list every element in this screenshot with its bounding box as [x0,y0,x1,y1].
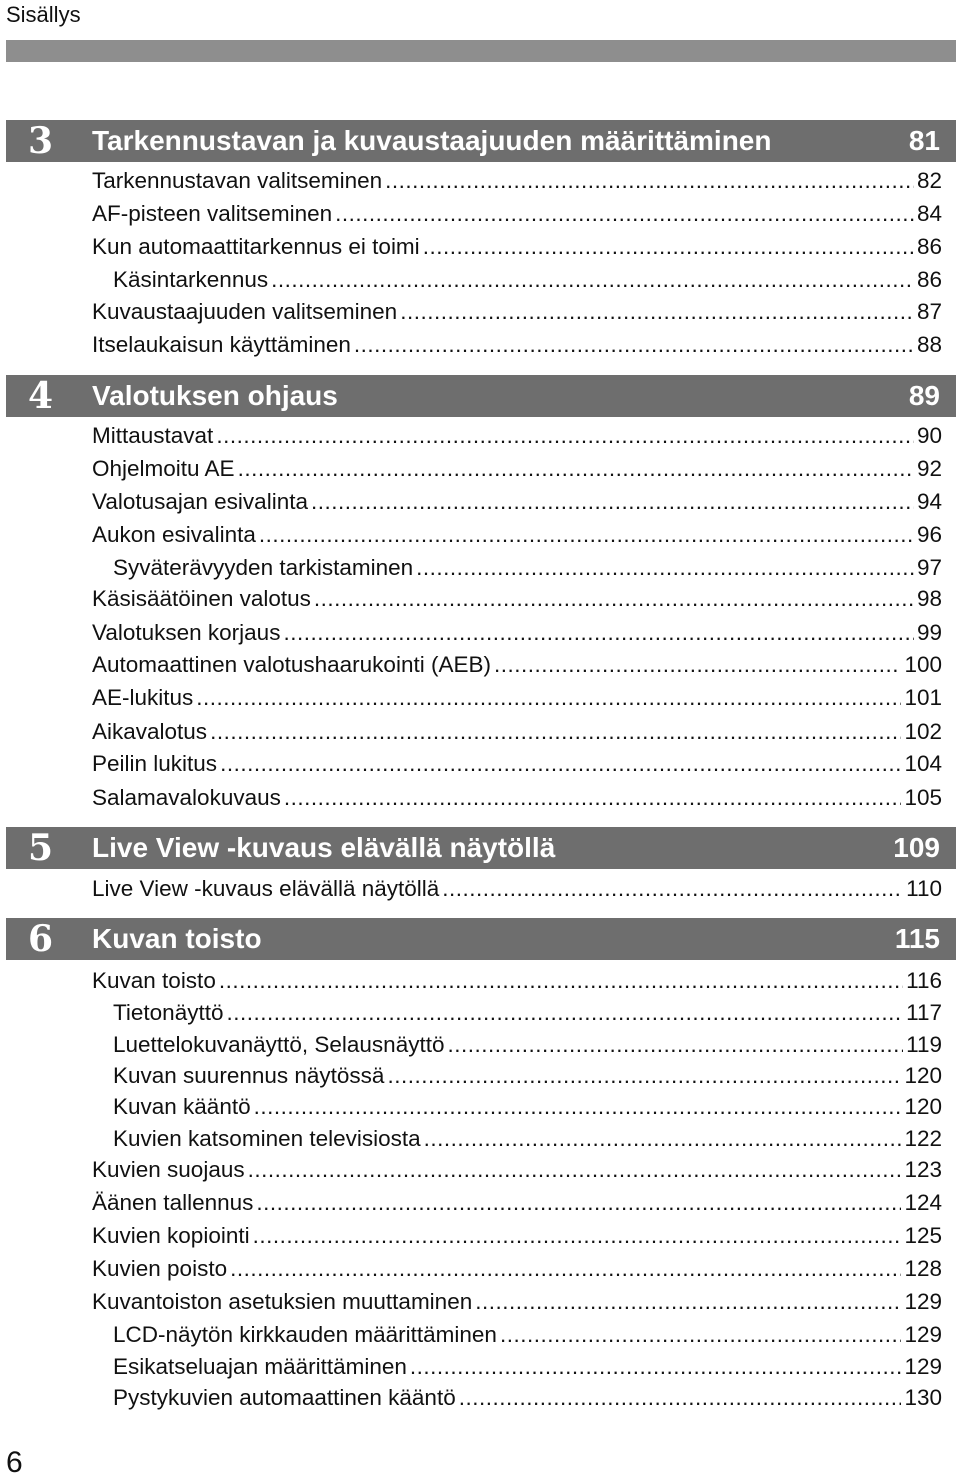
dot-leader [210,715,901,748]
toc-entry[interactable] [92,485,942,518]
toc-subentry[interactable] [113,1350,942,1383]
toc-entry-page: 116 [906,968,942,993]
dot-leader [416,551,914,584]
toc-entry[interactable] [92,1285,942,1318]
toc-entry[interactable] [92,964,942,997]
toc-entry-title: Kuvan toisto [92,968,216,993]
dot-leader [475,1285,901,1318]
toc-entry-page: 125 [904,1223,942,1248]
toc-entry-page: 129 [904,1289,942,1314]
toc-entry-page: 124 [904,1190,942,1215]
dot-leader [400,295,914,328]
dot-leader [410,1350,902,1383]
toc-entry[interactable] [92,295,942,328]
toc-entry-title: Kuvien poisto [92,1256,228,1281]
dot-leader [219,964,903,997]
toc-entry-page: 96 [916,522,942,547]
toc-entry-title: Automaattinen valotushaarukointi (AEB) [92,652,491,677]
toc-entry[interactable] [92,164,942,197]
dot-leader [387,1059,901,1092]
toc-subentry[interactable] [113,1122,942,1155]
dot-leader [226,996,903,1029]
toc-entry[interactable] [92,518,942,551]
toc-entry-page: 88 [916,332,942,357]
toc-entry[interactable] [92,582,942,615]
toc-entry-page: 119 [906,1032,942,1057]
toc-entry-page: 101 [904,685,942,710]
toc-entry[interactable] [92,419,942,452]
toc-entry-title: Syväterävyyden tarkistaminen [113,555,414,580]
chapter-title: Live View -kuvaus elävällä näytöllä [92,832,556,863]
toc-entry-page: 98 [916,586,942,611]
chapter-header-3[interactable] [6,120,956,162]
toc-entry-page: 128 [904,1256,942,1281]
toc-entry-title: Ohjelmoitu AE [92,456,235,481]
toc-entry-title: Tarkennustavan valitseminen [92,168,383,193]
chapter-number: 5 [28,827,54,869]
toc-entry-page: 92 [916,456,942,481]
toc-entry-page: 94 [916,489,942,514]
dot-leader [256,1186,901,1219]
toc-entry[interactable] [92,197,942,230]
toc-entry-title: Aukon esivalinta [92,522,256,547]
page-number: 6 [6,1446,23,1479]
toc-entry-title: Peilin lukitus [92,751,218,776]
dot-leader [196,681,901,714]
toc-entry[interactable] [92,1219,942,1252]
chapter-page: 89 [908,380,940,411]
toc-entry-page: 129 [904,1322,942,1347]
toc-entry-title: Itselaukaisun käyttäminen [92,332,351,357]
chapter-title: Kuvan toisto [92,923,262,954]
toc-entry-title: Valotuksen korjaus [92,620,281,645]
toc-entry-title: Pystykuvien automaattinen kääntö [113,1385,456,1410]
dot-leader [230,1252,901,1285]
toc-entry-title: Kuvantoiston asetuksien muuttaminen [92,1289,473,1314]
toc-entry-page: 90 [916,423,942,448]
toc-entry-page: 117 [906,1000,942,1025]
toc-entry[interactable] [92,328,942,361]
chapter-page: 115 [894,923,940,954]
toc-entry[interactable] [92,1186,942,1219]
toc-entry-title: Mittaustavat [92,423,214,448]
page-header-title: Sisällys [6,2,81,27]
toc-entry-title: Käsisäätöinen valotus [92,586,311,611]
chapter-number: 3 [28,120,54,162]
toc-entry-title: Live View -kuvaus elävällä näytöllä [92,876,440,901]
toc-subentry[interactable] [113,1059,942,1092]
dot-leader [500,1318,902,1351]
dot-leader [459,1381,902,1414]
toc-entry[interactable] [92,452,942,485]
toc-entry[interactable] [92,648,942,681]
chapter-header-6[interactable] [6,918,956,960]
toc-entry-title: Tietonäyttö [113,1000,224,1025]
toc-entry-page: 82 [916,168,942,193]
toc-entry-title: Kuvien suojaus [92,1157,245,1182]
toc-entry-title: Kun automaattitarkennus ei toimi [92,234,420,259]
dot-leader [447,1028,903,1061]
dot-leader [220,747,901,780]
dot-leader [314,582,914,615]
toc-entry-title: Esikatseluajan määrittäminen [113,1354,407,1379]
toc-entry[interactable] [92,681,942,714]
toc-entry-title: Kuvan suurennus näytössä [113,1063,385,1088]
toc-entry-page: 99 [916,620,942,645]
toc-entry-page: 84 [916,201,942,226]
chapter-header-4[interactable] [6,375,956,417]
toc-entry-title: Salamavalokuvaus [92,785,281,810]
toc-entry[interactable] [92,230,942,263]
toc-entry-page: 130 [904,1385,942,1410]
dot-leader [259,518,914,551]
dot-leader [271,263,914,296]
toc-entry-page: 129 [904,1354,942,1379]
dot-leader [254,1090,902,1123]
toc-entry-page: 120 [904,1094,942,1119]
toc-entry-page: 87 [916,299,942,324]
toc-entry-page: 105 [904,785,942,810]
toc-entry-page: 104 [904,751,942,776]
dot-leader [423,230,914,263]
chapter-page: 81 [908,125,940,156]
chapter-title: Valotuksen ohjaus [92,380,338,411]
toc-subentry[interactable] [113,996,942,1029]
dot-leader [248,1153,902,1186]
toc-entry[interactable] [92,616,942,649]
toc-subentry[interactable] [113,1090,942,1123]
toc-subentry[interactable] [113,263,942,296]
toc-entry-page: 123 [904,1157,942,1182]
toc-entry[interactable] [92,872,942,905]
toc-entry[interactable] [92,747,942,780]
toc-entry-title: Äänen tallennus [92,1190,254,1215]
toc-entry-page: 100 [904,652,942,677]
chapter-number: 6 [28,918,54,960]
dot-leader [283,616,914,649]
toc-entry-page: 86 [916,267,942,292]
dot-leader [253,1219,902,1252]
toc-entry[interactable] [92,1153,942,1186]
dot-leader [354,328,914,361]
toc-entry-title: LCD-näytön kirkkauden määrittäminen [113,1322,497,1347]
toc-entry-title: Luettelokuvanäyttö, Selausnäyttö [113,1032,445,1057]
chapter-title: Tarkennustavan ja kuvaustaajuuden määrittäminen [92,125,772,156]
toc-entry[interactable] [92,1252,942,1285]
toc-entry-title: Valotusajan esivalinta [92,489,308,514]
dot-leader [424,1122,902,1155]
toc-subentry[interactable] [113,1028,942,1061]
toc-entry-title: Kuvan kääntö [113,1094,251,1119]
chapter-page: 109 [893,832,940,863]
toc-entry-title: Kuvien katsominen televisiosta [113,1126,421,1151]
chapter-header-5[interactable] [6,827,956,869]
toc-entry-title: Aikavalotus [92,719,208,744]
dot-leader [494,648,901,681]
toc-entry-page: 122 [904,1126,942,1151]
toc-entry-page: 102 [904,719,942,744]
dot-leader [216,419,914,452]
toc-entry-page: 86 [916,234,942,259]
dot-leader [442,872,903,905]
toc-entry-title: Kuvien kopiointi [92,1223,250,1248]
toc-entry-page: 120 [904,1063,942,1088]
toc-entry[interactable] [92,715,942,748]
dot-leader [284,781,902,814]
toc-subentry[interactable] [113,1318,942,1351]
dot-leader [385,164,914,197]
header-bar [6,40,956,62]
toc-entry-title: AE-lukitus [92,685,194,710]
chapter-number: 4 [28,375,54,417]
toc-entry-title: Kuvaustaajuuden valitseminen [92,299,398,324]
toc-entry-title: Käsintarkennus [113,267,269,292]
dot-leader [311,485,914,518]
toc-entry-title: AF-pisteen valitseminen [92,201,333,226]
dot-leader [238,452,914,485]
toc-entry-page: 110 [906,876,942,901]
toc-entry[interactable] [92,781,942,814]
toc-entry-page: 97 [916,555,942,580]
toc-subentry[interactable] [113,551,942,584]
toc-subentry[interactable] [113,1381,942,1414]
dot-leader [335,197,914,230]
